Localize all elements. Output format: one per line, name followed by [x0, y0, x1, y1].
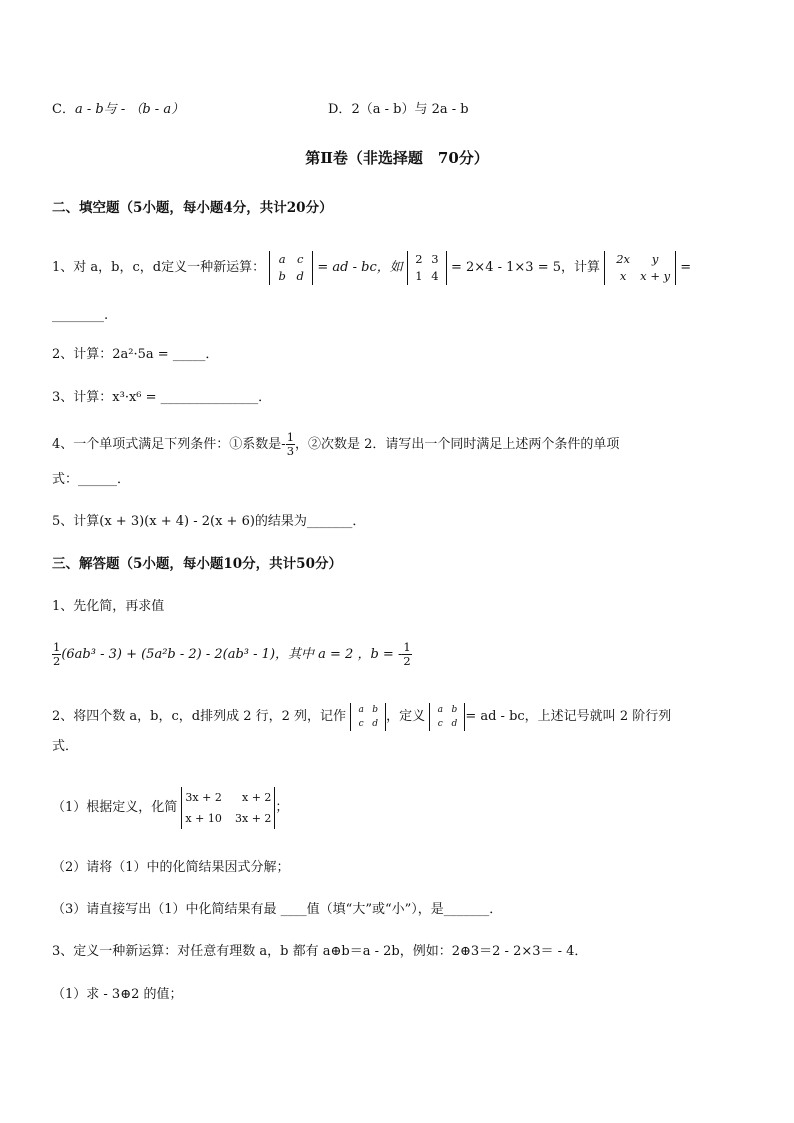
solve-q1-title: 1、先化简，再求值 [52, 599, 165, 614]
det-cell: c [358, 718, 364, 729]
det-cell: c [437, 718, 443, 729]
determinant-question [604, 251, 676, 285]
det-cell: a [437, 704, 444, 715]
fraction-one-third [286, 431, 295, 458]
det-cell: 1 [415, 268, 423, 283]
fill-q1-eq2: = 2×4 - 1×3 = 5，计算 [451, 260, 600, 275]
solve-q2-sub1-tail: ； [275, 800, 289, 815]
option-c [52, 100, 184, 120]
det-cell: y [651, 251, 659, 266]
det-cell: 3 [431, 251, 439, 266]
det-cell: 2x [616, 251, 631, 266]
det-cell: b [451, 704, 458, 715]
fraction-sign: - [281, 437, 286, 452]
fill-q4-tail: 式：______． [52, 472, 131, 487]
determinant-definition [429, 703, 465, 731]
det-cell: a [358, 704, 364, 715]
det-cell: c [297, 251, 304, 266]
determinant-matrix [181, 787, 275, 829]
fill-q3: 3、计算：x³·x⁶ = _______________． [52, 390, 272, 405]
section2-heading: 二、填空题（5小题，每小题4分，共计20分） [52, 200, 333, 216]
fill-q1-tail: = [680, 260, 692, 275]
fill-q2: 2、计算：2a²·5a = _____． [52, 347, 219, 362]
det-cell: b [372, 704, 379, 715]
solve-q2-tail: 式． [52, 739, 79, 754]
option-c-expr: a - b与 - （b - a） [74, 102, 185, 117]
solve-q2-sub1 [52, 786, 288, 830]
determinant-example [407, 251, 447, 285]
solve-q2-sub1-text: （1）根据定义，化简 [52, 800, 178, 815]
fraction-numerator: 1 [53, 640, 61, 654]
fill-q1 [52, 248, 691, 288]
fraction-numerator: 1 [403, 640, 411, 654]
det-cell: 4 [431, 268, 439, 283]
solve-q3: 3、定义一种新运算：对任意有理数 a，b 都有 a⊕b＝a - 2b，例如：2⊕3＝2 - 2×3＝ - 4． [52, 944, 588, 959]
det-cell: d [296, 268, 304, 283]
det-cell: x [619, 268, 627, 283]
fill-q4-part-a: 4、一个单项式满足下列条件：①系数是 [52, 437, 282, 452]
fill-q1-eq1: = ad - bc，如 [317, 260, 403, 275]
option-c-label: C． [52, 102, 75, 117]
fraction-one-half [52, 641, 61, 668]
det-cell: b [278, 268, 286, 283]
option-d-label: D． [328, 102, 352, 117]
fraction-denominator: 2 [53, 654, 61, 668]
option-d [328, 100, 469, 120]
det-cell: d [372, 718, 379, 729]
fill-q1-blank: ________. [52, 308, 109, 323]
det-cell: 2 [415, 251, 423, 266]
fraction-numerator: 1 [286, 430, 295, 444]
det-cell: 3x + 2 [235, 811, 272, 825]
fill-q5: 5、计算(x + 3)(x + 4) - 2(x + 6)的结果为_______． [52, 514, 366, 529]
fill-q1-prefix: 1、对 a，b，c，d定义一种新运算： [52, 260, 266, 275]
option-d-expr: 2（a - b）与 2a - b [351, 102, 469, 117]
det-cell: 3x + 2 [185, 790, 222, 804]
solve-q2 [52, 700, 671, 734]
solve-q2-part-c: = ad - bc，上述记号就叫 2 阶行列 [465, 709, 672, 724]
solve-q1-expression [52, 638, 412, 672]
solve-q2-sub3: （3）请直接写出（1）中化简结果有最 ____值（填“大”或“小”），是_______． [52, 902, 503, 917]
fill-q4 [52, 430, 619, 460]
fill-q4-part-b: ，②次数是 2．请写出一个同时满足上述两个条件的单项 [295, 437, 620, 452]
fraction-denominator: 3 [286, 444, 295, 458]
section3-heading: 三、解答题（5小题，每小题10分，共计50分） [52, 556, 342, 572]
solve-q2-part-b: ，定义 [386, 709, 426, 724]
det-cell: x + y [640, 268, 671, 283]
det-cell: a [278, 251, 286, 266]
solve-q1-body: (6ab³ - 3) + (5a²b - 2) - 2(ab³ - 1)，其中 a = 2 ，b = - [61, 647, 403, 662]
det-cell: d [451, 718, 458, 729]
solve-q2-sub2: （2）请将（1）中的化简结果因式分解； [52, 860, 290, 875]
determinant-notation [350, 703, 386, 731]
part2-title: 第Ⅱ卷（非选择题 70分） [305, 149, 489, 167]
det-cell: x + 2 [242, 790, 272, 804]
fraction-b-value [402, 641, 411, 668]
determinant-definition [269, 251, 313, 285]
solve-q2-part-a: 2、将四个数 a，b，c，d排列成 2 行，2 列，记作 [52, 709, 347, 724]
det-cell: x + 10 [185, 811, 222, 825]
solve-q3-sub1: （1）求 - 3⊕2 的值； [52, 987, 183, 1002]
fraction-denominator: 2 [403, 654, 411, 668]
